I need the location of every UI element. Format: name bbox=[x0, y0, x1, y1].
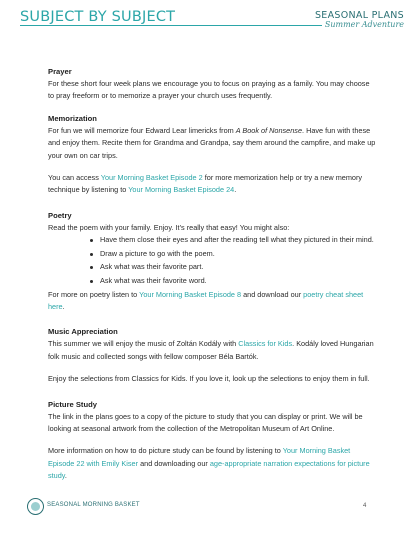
memorization-resources bbox=[48, 172, 376, 197]
link-classics-for-kids[interactable]: Classics for Kids bbox=[238, 339, 293, 349]
logo-icon bbox=[27, 498, 44, 515]
picture-study-text-mid: and downloading our bbox=[138, 458, 210, 468]
header-title: SUBJECT BY SUBJECT bbox=[20, 9, 176, 25]
link-episode-24[interactable]: Your Morning Basket Episode 24 bbox=[128, 185, 235, 195]
picture-study-text: More information on how to do picture study can be found by listening to bbox=[48, 446, 283, 456]
section-heading-poetry: Poetry bbox=[48, 210, 72, 220]
brand-subtitle: Summer Adventure bbox=[324, 20, 404, 29]
section-heading-memorization: Memorization bbox=[48, 113, 97, 123]
resources-text: You can access bbox=[48, 173, 101, 183]
section-prayer bbox=[48, 66, 376, 103]
page-content bbox=[48, 66, 376, 483]
music-enjoy: Enjoy the selections from Classics for Kids. If you love it, look up the selections to enjoy them in full. bbox=[48, 374, 370, 384]
resources-text-mid: for more memorization help or try a new memory technique by listening to bbox=[48, 173, 363, 195]
list-item: Have them close their eyes and after the reading tell what they pictured in their mind. bbox=[90, 234, 376, 246]
section-picture-study bbox=[48, 399, 376, 483]
list-item: Ask what was their favorite word. bbox=[90, 275, 376, 287]
page-number: 4 bbox=[363, 503, 367, 509]
memorization-text-end: . Have fun with these and enjoy them. Recite them for Grandma and Grandpa, say them around the campfire, and make up your own on car trips. bbox=[48, 125, 376, 160]
poetry-list bbox=[48, 234, 376, 287]
picture-study-body: The link in the plans goes to a copy of the picture to study that you can display or print. We will be looking at seasonal artwork from the collection of the Metropolitan Museum of Art Online. bbox=[48, 411, 363, 434]
prayer-body: For these short four week plans we encourage you to focus on praying as a family. You may choose to pray freeform or to memorize a prayer your church uses frequently. bbox=[48, 79, 370, 101]
music-text-end: . Kodály loved Hungarian folk music and collected songs with fellow composer Béla Bartók. bbox=[48, 339, 374, 361]
poetry-more-text-mid: and download our bbox=[241, 289, 304, 299]
memorization-text: For fun we will memorize four Edward Lear limericks from bbox=[48, 125, 236, 135]
link-episode-22[interactable]: Your Morning Basket Episode 22 with Emily Kiser bbox=[48, 446, 351, 468]
section-heading-picture-study: Picture Study bbox=[48, 399, 97, 409]
link-episode-2[interactable]: Your Morning Basket Episode 2 bbox=[100, 173, 203, 183]
footer-brand: SEASONAL MORNING BASKET bbox=[47, 502, 140, 508]
poetry-more-text-end: . bbox=[62, 302, 65, 312]
music-body bbox=[48, 338, 376, 363]
section-music bbox=[48, 326, 376, 385]
memorization-body bbox=[48, 125, 376, 162]
poetry-intro: Read the poem with your family. Enjoy. It’s really that easy! You might also: bbox=[48, 222, 290, 232]
section-heading-prayer: Prayer bbox=[48, 67, 72, 76]
brand-block bbox=[315, 10, 404, 29]
music-text: This summer we will enjoy the music of Zoltán Kodály with bbox=[48, 339, 239, 349]
list-item: Draw a picture to go with the poem. bbox=[90, 248, 376, 260]
section-heading-music: Music Appreciation bbox=[48, 327, 118, 337]
brand-title: SEASONAL PLANS bbox=[314, 10, 404, 21]
header-divider bbox=[20, 25, 322, 26]
page-footer bbox=[27, 498, 377, 516]
poetry-more bbox=[48, 289, 376, 314]
resources-text-end: . bbox=[234, 185, 237, 195]
picture-study-resources bbox=[48, 445, 376, 482]
link-poetry-cheat-sheet[interactable]: poetry cheat sheet here bbox=[48, 289, 364, 312]
book-title: A Book of Nonsense bbox=[235, 125, 303, 135]
link-narration-expectations[interactable]: age-appropriate narration expectations for picture study bbox=[48, 458, 370, 481]
section-memorization bbox=[48, 113, 376, 197]
poetry-more-text: For more on poetry listen to bbox=[48, 289, 140, 299]
list-item: Ask what was their favorite part. bbox=[90, 261, 376, 273]
picture-study-text-end: . bbox=[64, 471, 67, 481]
page-header bbox=[0, 0, 416, 36]
link-episode-8[interactable]: Your Morning Basket Episode 8 bbox=[139, 289, 242, 299]
section-poetry bbox=[48, 210, 376, 314]
